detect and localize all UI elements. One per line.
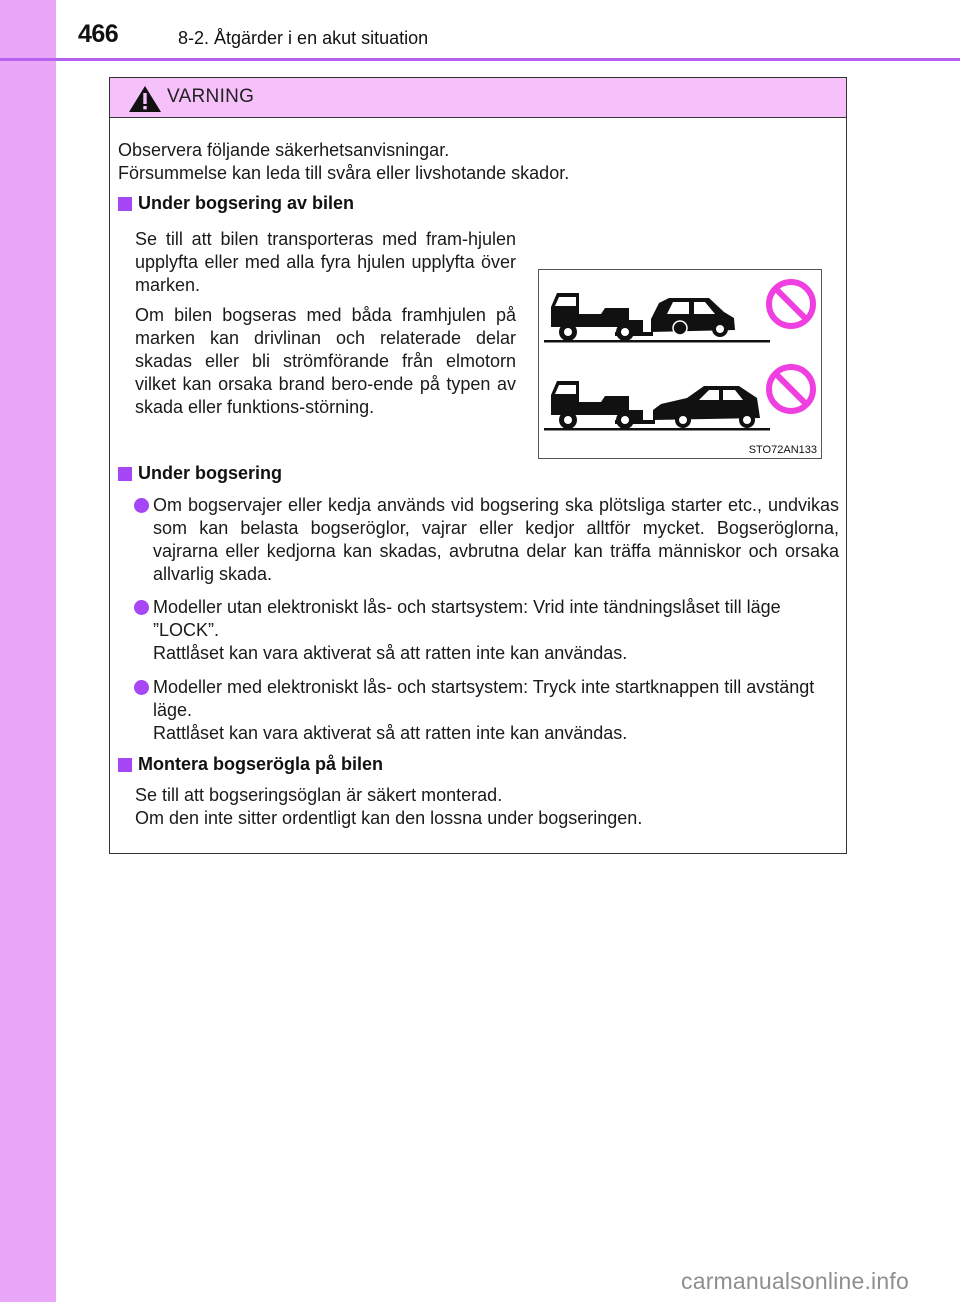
prohibited-sign-icon <box>769 282 813 326</box>
warning-box <box>109 77 847 854</box>
section-title: 8-2. Åtgärder i en akut situation <box>178 28 429 48</box>
page-number: 466 <box>78 20 119 48</box>
section-3-line-1: Se till att bogseringsöglan är säkert monterad. <box>135 785 503 805</box>
bullet-dot-icon <box>134 680 149 695</box>
section-square-icon <box>118 758 132 772</box>
warning-triangle-icon <box>129 86 161 112</box>
towing-illustration <box>538 269 822 459</box>
illustration-code: STO72AN133 <box>748 444 817 456</box>
header-divider <box>0 58 960 61</box>
bullet-dot-icon <box>134 498 149 513</box>
warning-header <box>110 78 846 118</box>
chapter-side-tab <box>0 0 56 1302</box>
intro-line-2: Försummelse kan leda till svåra eller livshotande skador. <box>118 163 570 183</box>
section-2-bullet-2-line-2: Rattlåset kan vara aktiverat så att ratten inte kan användas. <box>153 643 628 663</box>
section-2-bullet-2-line-1: Modeller utan elektroniskt lås- och startsystem: Vrid inte tändningslåset till läge ”LOCK”. <box>153 597 781 640</box>
section-2-bullet-1: Om bogservajer eller kedja används vid bogsering ska plötsliga starter etc., undvikas som kan belasta bogseröglor, vajrar eller kedjor alltför mycket. Bogseröglorna, vajrarna eller kedjorna kan skadas, avbrutna delar kan träffa människor och orsaka allvarlig skada. <box>153 495 839 584</box>
section-3-line-2: Om den inte sitter ordentligt kan den lossna under bogseringen. <box>135 808 643 828</box>
section-heading-3: Montera bogserögla på bilen <box>118 753 383 776</box>
section-1-paragraph-1: Se till att bilen transporteras med fram-hjulen upplyfta eller med alla fyra hjulen upplyfta över marken. <box>135 229 516 295</box>
section-heading-2: Under bogsering <box>118 462 282 485</box>
tow-truck-all-wheels-icon <box>544 381 770 431</box>
prohibited-sign-icon <box>769 367 813 411</box>
watermark: carmanualsonline.info <box>681 1268 909 1294</box>
tow-truck-front-lift-icon <box>544 293 770 343</box>
tow-truck-diagram <box>539 270 821 458</box>
bullet-dot-icon <box>134 600 149 615</box>
section-heading-1: Under bogsering av bilen <box>118 192 354 215</box>
section-square-icon <box>118 197 132 211</box>
intro-line-1: Observera följande säkerhetsanvisningar. <box>118 140 450 160</box>
section-1-paragraph-2: Om bilen bogseras med båda framhjulen på marken kan drivlinan och relaterade delar skadas eller bli strömförande från elmotorn vilket kan orsaka brand bero-ende på typen av skada eller funktions-störning. <box>135 305 516 417</box>
warning-title: VARNING <box>167 86 255 107</box>
section-2-bullet-3-line-2: Rattlåset kan vara aktiverat så att ratten inte kan användas. <box>153 723 628 743</box>
section-square-icon <box>118 467 132 481</box>
section-2-bullet-3-line-1: Modeller med elektroniskt lås- och startsystem: Tryck inte startknappen till avstängt läge. <box>153 677 815 720</box>
